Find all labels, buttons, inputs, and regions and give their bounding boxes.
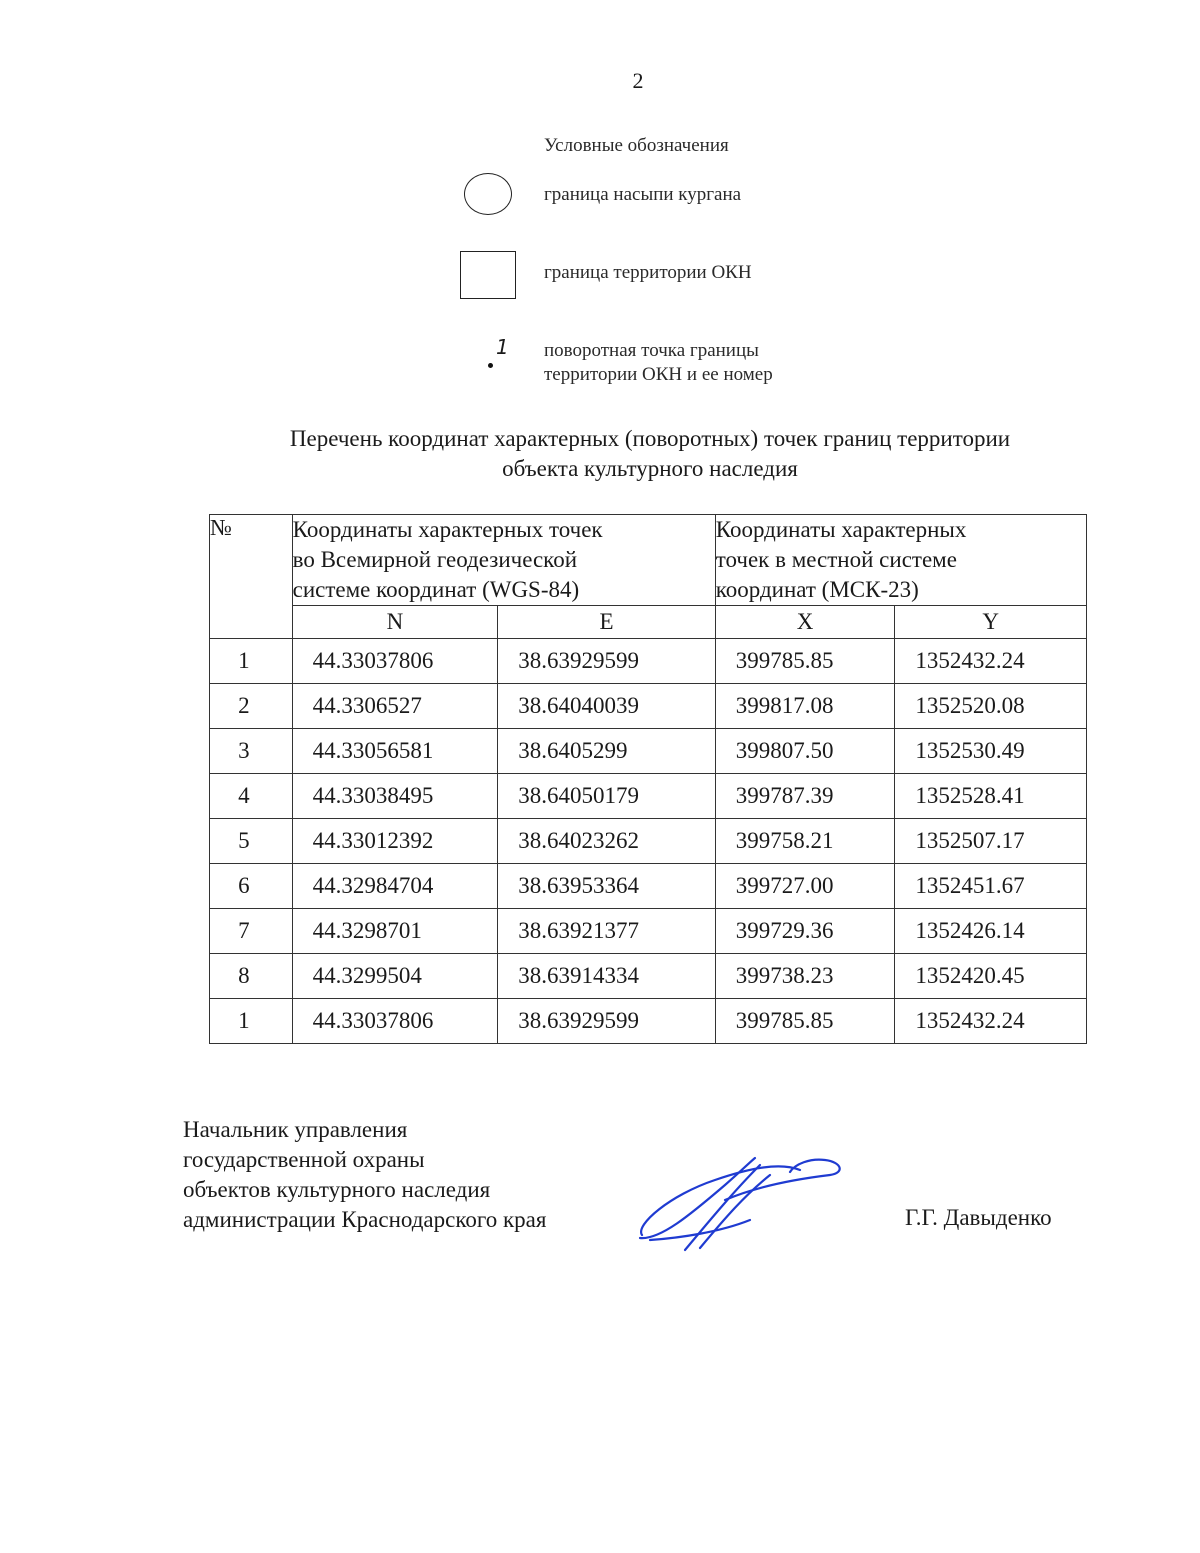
cell-number: 4 bbox=[210, 774, 293, 819]
cell-x: 399727.00 bbox=[715, 864, 895, 909]
legend-label-line2: территории ОКН и ее номер bbox=[544, 364, 773, 385]
cell-e: 38.64050179 bbox=[498, 774, 716, 819]
circle-icon bbox=[464, 173, 512, 215]
header-wgs84-line: системе координат (WGS-84) bbox=[292, 577, 580, 602]
table-caption bbox=[150, 424, 1150, 484]
cell-x: 399738.23 bbox=[715, 954, 895, 999]
header-wgs84 bbox=[292, 515, 715, 606]
cell-x: 399787.39 bbox=[715, 774, 895, 819]
caption-line2: объекта культурного наследия bbox=[502, 456, 798, 481]
cell-e: 38.63929599 bbox=[498, 639, 716, 684]
cell-y: 1352432.24 bbox=[895, 639, 1087, 684]
cell-number: 3 bbox=[210, 729, 293, 774]
square-icon bbox=[460, 251, 516, 299]
subheader-n: N bbox=[292, 606, 498, 639]
cell-e: 38.64023262 bbox=[498, 819, 716, 864]
point-number: 1 bbox=[496, 335, 509, 359]
table-row bbox=[210, 864, 1087, 909]
point-icon bbox=[486, 335, 516, 373]
cell-n: 44.3306527 bbox=[292, 684, 498, 729]
cell-e: 38.63953364 bbox=[498, 864, 716, 909]
cell-number: 1 bbox=[210, 999, 293, 1044]
signatory-title-line: объектов культурного наследия bbox=[183, 1177, 491, 1202]
header-number: № bbox=[210, 515, 293, 639]
cell-y: 1352520.08 bbox=[895, 684, 1087, 729]
subheader-y: Y bbox=[895, 606, 1087, 639]
cell-y: 1352451.67 bbox=[895, 864, 1087, 909]
cell-e: 38.63929599 bbox=[498, 999, 716, 1044]
cell-n: 44.33037806 bbox=[292, 999, 498, 1044]
table-row bbox=[210, 774, 1087, 819]
cell-y: 1352432.24 bbox=[895, 999, 1087, 1044]
cell-n: 44.32984704 bbox=[292, 864, 498, 909]
legend-label: граница насыпи кургана bbox=[544, 184, 742, 205]
caption-line1: Перечень координат характерных (поворотных) точек границ территории bbox=[289, 426, 1011, 451]
subheader-e: E bbox=[498, 606, 716, 639]
cell-x: 399807.50 bbox=[715, 729, 895, 774]
table-row bbox=[210, 909, 1087, 954]
signatory-title-line: Начальник управления bbox=[183, 1117, 408, 1142]
cell-n: 44.3299504 bbox=[292, 954, 498, 999]
header-msk23-line: координат (МСК-23) bbox=[715, 577, 919, 602]
cell-y: 1352530.49 bbox=[895, 729, 1087, 774]
cell-number: 7 bbox=[210, 909, 293, 954]
cell-number: 5 bbox=[210, 819, 293, 864]
table-row bbox=[210, 684, 1087, 729]
cell-y: 1352507.17 bbox=[895, 819, 1087, 864]
cell-x: 399817.08 bbox=[715, 684, 895, 729]
header-wgs84-line: во Всемирной геодезической bbox=[292, 547, 577, 572]
cell-y: 1352528.41 bbox=[895, 774, 1087, 819]
table-row bbox=[210, 639, 1087, 684]
cell-number: 8 bbox=[210, 954, 293, 999]
cell-y: 1352426.14 bbox=[895, 909, 1087, 954]
legend-title: Условные обозначения bbox=[544, 135, 729, 156]
signer-name: Г.Г. Давыденко bbox=[905, 1205, 1052, 1230]
coordinates-table bbox=[209, 514, 1087, 1044]
table-row bbox=[210, 954, 1087, 999]
subheader-row bbox=[210, 606, 1087, 639]
cell-number: 1 bbox=[210, 639, 293, 684]
table-row bbox=[210, 999, 1087, 1044]
header-msk23-line: Координаты характерных bbox=[715, 517, 967, 542]
header-wgs84-line: Координаты характерных точек bbox=[292, 517, 603, 542]
header-row bbox=[210, 515, 1087, 606]
signatory-title bbox=[183, 1115, 546, 1235]
cell-x: 399729.36 bbox=[715, 909, 895, 954]
cell-e: 38.64040039 bbox=[498, 684, 716, 729]
subheader-x: X bbox=[715, 606, 895, 639]
cell-n: 44.33012392 bbox=[292, 819, 498, 864]
cell-e: 38.63914334 bbox=[498, 954, 716, 999]
legend-label: граница территории ОКН bbox=[544, 262, 752, 283]
page-number: 2 bbox=[632, 68, 644, 93]
cell-x: 399785.85 bbox=[715, 999, 895, 1044]
table-row bbox=[210, 729, 1087, 774]
cell-e: 38.6405299 bbox=[498, 729, 716, 774]
cell-n: 44.33056581 bbox=[292, 729, 498, 774]
cell-x: 399758.21 bbox=[715, 819, 895, 864]
signatory-title-line: государственной охраны bbox=[183, 1147, 425, 1172]
cell-e: 38.63921377 bbox=[498, 909, 716, 954]
handwritten-signature-icon bbox=[630, 1140, 860, 1260]
cell-n: 44.3298701 bbox=[292, 909, 498, 954]
legend-label-line1: поворотная точка границы bbox=[544, 340, 759, 361]
cell-n: 44.33038495 bbox=[292, 774, 498, 819]
header-msk23 bbox=[715, 515, 1086, 606]
point-dot bbox=[488, 363, 493, 368]
cell-n: 44.33037806 bbox=[292, 639, 498, 684]
header-msk23-line: точек в местной системе bbox=[715, 547, 957, 572]
signatory-title-line: администрации Краснодарского края bbox=[183, 1207, 547, 1232]
table-row bbox=[210, 819, 1087, 864]
cell-y: 1352420.45 bbox=[895, 954, 1087, 999]
cell-number: 2 bbox=[210, 684, 293, 729]
cell-x: 399785.85 bbox=[715, 639, 895, 684]
cell-number: 6 bbox=[210, 864, 293, 909]
